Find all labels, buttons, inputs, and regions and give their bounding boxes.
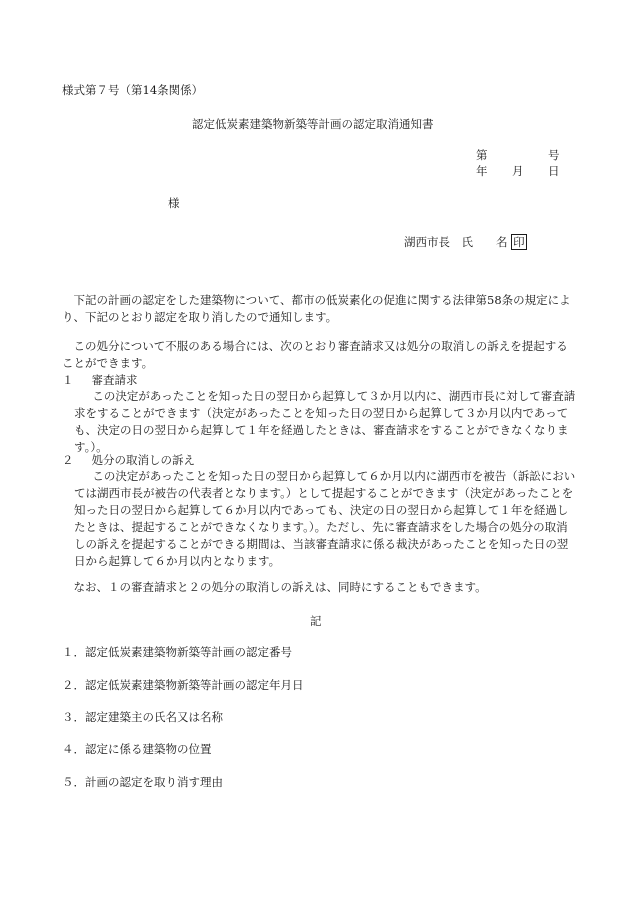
addressee-suffix: 様 <box>168 196 180 210</box>
form-label: 様式第７号（第14条関係） <box>62 83 204 97</box>
seal-mark: 印 <box>513 235 525 249</box>
list-item: ２．認定低炭素建築物新築等計画の認定年月日 <box>62 678 304 692</box>
list-item: １．認定低炭素建築物新築等計画の認定番号 <box>62 645 292 659</box>
issuer-label: 湖西市長 氏 名 <box>404 235 508 249</box>
date-month: 月 <box>512 164 524 178</box>
list-item: ５．計画の認定を取り消す理由 <box>62 775 223 789</box>
section-1-title: 審査請求 <box>91 373 138 387</box>
section-1-number: １ <box>62 373 74 387</box>
date-year: 年 <box>476 164 488 178</box>
list-item: ４．認定に係る建築物の位置 <box>62 742 212 756</box>
section-2-number: ２ <box>62 453 74 467</box>
doc-number-go: 号 <box>548 148 560 162</box>
section-1-heading <box>62 372 138 389</box>
doc-number-dai: 第 <box>476 148 488 162</box>
section-2-title: 処分の取消しの訴え <box>91 453 195 467</box>
intro-paragraph: 下記の計画の認定をした建築物について、都市の低炭素化の促進に関する法律第58条の規定により、下記のとおり認定を取り消したので通知します。 <box>62 293 571 324</box>
ki-heading: 記 <box>310 614 322 628</box>
date-day: 日 <box>548 164 560 178</box>
document-title: 認定低炭素建築物新築等計画の認定取消通知書 <box>192 117 434 131</box>
closing-note: なお、１の審査請求と２の処分の取消しの訴えは、同時にすることもできます。 <box>73 580 487 594</box>
issuer-line <box>404 234 527 251</box>
section-2-body: この決定があったことを知った日の翌日から起算して６か月以内に湖西市を被告（訴訟においては湖西市長が被告の代表者となります。）として提起することができます（決定があったことを知った日の翌日から起算して６か月以内であっても、決定の日の翌日から起算して１年を経過したときは、提起することができなくなります。）。ただし、先に審査請求をした場合の処分の取消しの訴えを提起することができる期間は、当該審査請求に係る裁決があったことを知った日の翌日から起算して６か月以内となります。 <box>74 469 576 568</box>
list-item: ３．認定建築主の氏名又は名称 <box>62 710 223 724</box>
appeal-notice: この処分について不服のある場合には、次のとおり審査請求又は処分の取消しの訴えを提起することができます。 <box>62 339 568 370</box>
section-2-heading <box>62 452 195 469</box>
section-1-body: この決定があったことを知った日の翌日から起算して３か月以内に、湖西市長に対して審査請求をすることができます（決定があったことを知った日の翌日から起算して３か月以内であっても、決定の日の翌日から起算して１年を経過したときは、審査請求をすることができなくなります。）。 <box>74 389 576 454</box>
